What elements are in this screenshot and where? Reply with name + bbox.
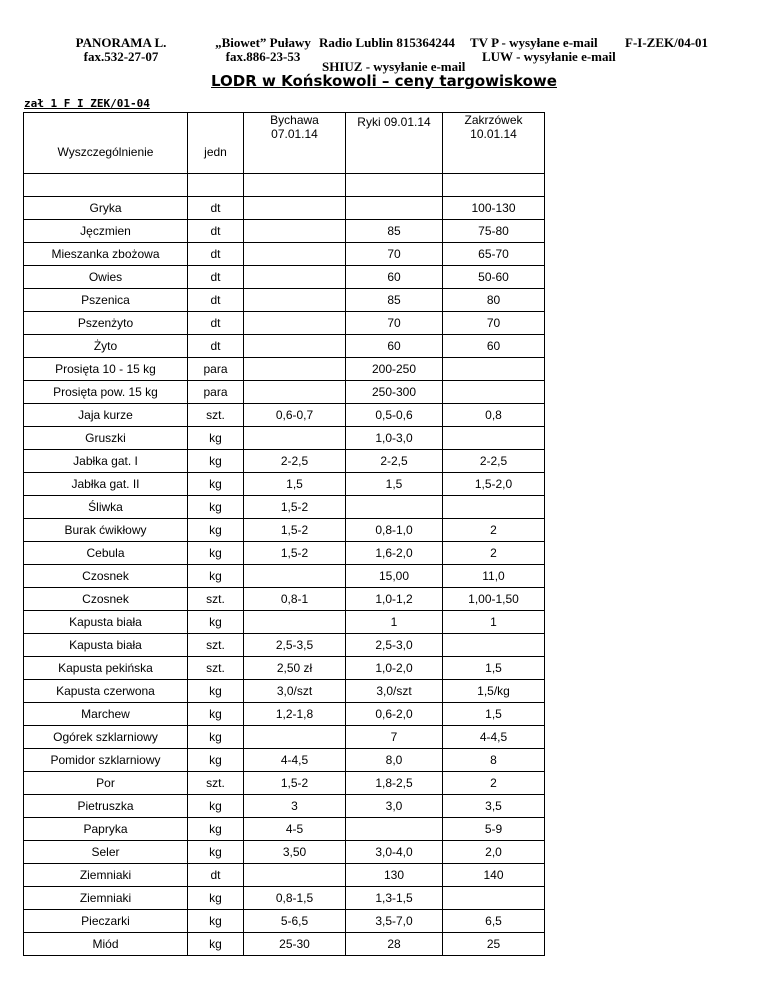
panorama-fax: fax.532-27-07 [83,49,159,64]
item-cell: Żyto [24,335,188,358]
table-row [24,220,545,243]
item-cell: Czosnek [24,588,188,611]
zakrzowek-cell: 70 [443,312,545,335]
ryki-cell: 200-250 [346,358,443,381]
bychawa-cell: 3,0/szt [244,680,346,703]
zakrzowek-cell [443,496,545,519]
bychawa-cell: 0,8-1,5 [244,887,346,910]
item-cell: Por [24,772,188,795]
ryki-cell: 7 [346,726,443,749]
item-cell: Mieszanka zbożowa [24,243,188,266]
zakrzowek-cell: 0,8 [443,404,545,427]
header-bychawa [244,113,346,174]
ryki-cell: 0,5-0,6 [346,404,443,427]
panorama-name: PANORAMA L. [75,35,167,50]
zakrzowek-cell: 1,00-1,50 [443,588,545,611]
header-gap-row [24,174,545,197]
ryki-cell [346,197,443,220]
table-row [24,542,545,565]
bychawa-cell: 1,2-1,8 [244,703,346,726]
item-cell: Jabłka gat. I [24,450,188,473]
bychawa-cell: 5-6,5 [244,910,346,933]
zakrzowek-cell [443,887,545,910]
unit-cell: kg [188,749,244,772]
ryki-cell [346,818,443,841]
bychawa-cell [244,335,346,358]
unit-cell: kg [188,841,244,864]
table-row [24,657,545,680]
ryki-cell: 85 [346,289,443,312]
zakrzowek-cell: 5-9 [443,818,545,841]
unit-cell: dt [188,220,244,243]
ryki-cell: 0,6-2,0 [346,703,443,726]
zakrzowek-cell: 4-4,5 [443,726,545,749]
ryki-cell: 85 [346,220,443,243]
gap-cell [244,174,346,197]
unit-cell: dt [188,335,244,358]
header-item: Wyszczególnienie [24,113,188,174]
unit-cell: kg [188,427,244,450]
item-cell: Ogórek szklarniowy [24,726,188,749]
item-cell: Pieczarki [24,910,188,933]
ryki-cell: 2-2,5 [346,450,443,473]
zakrzowek-cell [443,427,545,450]
zakrzowek-cell: 25 [443,933,545,956]
zakrzowek-cell: 80 [443,289,545,312]
bychawa-cell: 1,5-2 [244,542,346,565]
ryki-cell: 2,5-3,0 [346,634,443,657]
item-cell: Jęczmien [24,220,188,243]
item-cell: Gryka [24,197,188,220]
unit-cell: kg [188,473,244,496]
table-row [24,634,545,657]
gap-cell [346,174,443,197]
item-cell: Gruszki [24,427,188,450]
header-zakrzowek [443,113,545,174]
unit-cell: dt [188,289,244,312]
zakrzowek-cell: 2 [443,542,545,565]
table-row [24,289,545,312]
unit-cell: kg [188,519,244,542]
item-cell: Pszenica [24,289,188,312]
item-cell: Czosnek [24,565,188,588]
ryki-cell: 250-300 [346,381,443,404]
attachment-label: zał 1 F I ZEK/01-04 [24,97,150,110]
unit-cell: kg [188,703,244,726]
unit-cell: kg [188,726,244,749]
bychawa-cell: 4-4,5 [244,749,346,772]
bychawa-cell: 4-5 [244,818,346,841]
zakrzowek-cell: 2,0 [443,841,545,864]
ryki-cell [346,496,443,519]
ryki-cell: 28 [346,933,443,956]
bychawa-cell: 2,50 zł [244,657,346,680]
item-cell: Jabłka gat. II [24,473,188,496]
page-title [0,72,768,90]
unit-cell: kg [188,565,244,588]
unit-cell: para [188,381,244,404]
unit-cell: kg [188,542,244,565]
zakrzowek-cell: 1,5/kg [443,680,545,703]
bychawa-cell [244,289,346,312]
gap-cell [188,174,244,197]
item-cell: Owies [24,266,188,289]
header-panorama [74,36,168,64]
header-unit: jedn [188,113,244,174]
bychawa-cell: 3 [244,795,346,818]
unit-cell: szt. [188,634,244,657]
unit-cell: kg [188,818,244,841]
item-cell: Ziemniaki [24,887,188,910]
zakrzowek-cell: 8 [443,749,545,772]
item-cell: Miód [24,933,188,956]
ryki-cell: 1,0-1,2 [346,588,443,611]
table-row [24,841,545,864]
bychawa-cell [244,312,346,335]
table-row [24,864,545,887]
bychawa-cell [244,220,346,243]
bychawa-cell [244,243,346,266]
unit-cell: kg [188,910,244,933]
table-row [24,496,545,519]
ryki-cell: 1,8-2,5 [346,772,443,795]
header-zakrzowek-place: Zakrzówek [464,113,523,127]
bychawa-cell: 2,5-3,5 [244,634,346,657]
header-biowet [208,36,318,64]
unit-cell: szt. [188,588,244,611]
unit-cell: kg [188,450,244,473]
zakrzowek-cell: 2 [443,772,545,795]
item-cell: Prosięta pow. 15 kg [24,381,188,404]
unit-cell: dt [188,864,244,887]
item-cell: Kapusta pekińska [24,657,188,680]
ryki-cell: 3,5-7,0 [346,910,443,933]
bychawa-cell [244,381,346,404]
item-cell: Kapusta biała [24,634,188,657]
table-row [24,404,545,427]
table-row [24,933,545,956]
bychawa-cell [244,266,346,289]
zakrzowek-cell: 60 [443,335,545,358]
item-cell: Pomidor szklarniowy [24,749,188,772]
item-cell: Jaja kurze [24,404,188,427]
ryki-cell: 1,0-2,0 [346,657,443,680]
unit-cell: kg [188,887,244,910]
item-cell: Kapusta czerwona [24,680,188,703]
header-tvp: TV P - wysyłane e-mail [470,35,598,50]
header-luw: LUW - wysyłanie e-mail [482,49,616,64]
bychawa-cell: 2-2,5 [244,450,346,473]
unit-cell: szt. [188,657,244,680]
table-header-row [24,113,545,174]
header-zakrzowek-date: 10.01.14 [470,127,517,141]
ryki-cell: 1 [346,611,443,634]
zakrzowek-cell: 1 [443,611,545,634]
ryki-cell: 3,0/szt [346,680,443,703]
ryki-cell: 130 [346,864,443,887]
zakrzowek-cell: 50-60 [443,266,545,289]
bychawa-cell [244,726,346,749]
unit-cell: szt. [188,772,244,795]
zakrzowek-cell [443,358,545,381]
ryki-cell: 0,8-1,0 [346,519,443,542]
item-cell: Prosięta 10 - 15 kg [24,358,188,381]
item-cell: Marchew [24,703,188,726]
item-cell: Pietruszka [24,795,188,818]
table-row [24,197,545,220]
zakrzowek-cell: 1,5-2,0 [443,473,545,496]
table-row [24,312,545,335]
item-cell: Burak ćwikłowy [24,519,188,542]
unit-cell: kg [188,680,244,703]
zakrzowek-cell [443,634,545,657]
unit-cell: kg [188,611,244,634]
zakrzowek-cell: 75-80 [443,220,545,243]
table-row [24,611,545,634]
ryki-cell: 60 [346,266,443,289]
table-row [24,818,545,841]
ryki-cell: 15,00 [346,565,443,588]
header-shiuz: SHIUZ - wysyłanie e-mail [322,59,466,74]
header-ryki: Ryki 09.01.14 [346,113,443,174]
unit-cell: para [188,358,244,381]
ryki-cell: 70 [346,243,443,266]
table-row [24,680,545,703]
table-row [24,772,545,795]
unit-cell: dt [188,243,244,266]
unit-cell: kg [188,795,244,818]
bychawa-cell: 1,5-2 [244,496,346,519]
unit-cell: dt [188,266,244,289]
header-radio: Radio Lublin 815364244 [319,35,455,50]
item-cell: Kapusta biała [24,611,188,634]
zakrzowek-cell: 1,5 [443,657,545,680]
table-row [24,703,545,726]
table-row [24,795,545,818]
zakrzowek-cell: 2 [443,519,545,542]
table-row [24,519,545,542]
table-row [24,266,545,289]
bychawa-cell [244,864,346,887]
ryki-cell: 1,0-3,0 [346,427,443,450]
unit-cell: szt. [188,404,244,427]
table-row [24,335,545,358]
zakrzowek-cell: 6,5 [443,910,545,933]
bychawa-cell: 1,5 [244,473,346,496]
zakrzowek-cell: 2-2,5 [443,450,545,473]
ryki-cell: 70 [346,312,443,335]
zakrzowek-cell [443,381,545,404]
ryki-cell: 60 [346,335,443,358]
biowet-name: „Biowet” Puławy [215,35,311,50]
page-title-text: LODR w Końskowoli – ceny targowiskowe [211,72,557,90]
bychawa-cell [244,197,346,220]
bychawa-cell [244,427,346,450]
bychawa-cell: 0,8-1 [244,588,346,611]
ryki-cell: 1,5 [346,473,443,496]
ryki-cell: 1,3-1,5 [346,887,443,910]
zakrzowek-cell: 3,5 [443,795,545,818]
bychawa-cell [244,565,346,588]
gap-cell [443,174,545,197]
ryki-cell: 8,0 [346,749,443,772]
zakrzowek-cell: 65-70 [443,243,545,266]
table-row [24,243,545,266]
item-cell: Pszenżyto [24,312,188,335]
unit-cell: kg [188,933,244,956]
biowet-fax: fax.886-23-53 [225,49,301,64]
item-cell: Ziemniaki [24,864,188,887]
ryki-cell: 3,0 [346,795,443,818]
bychawa-cell [244,611,346,634]
gap-cell [24,174,188,197]
bychawa-cell: 0,6-0,7 [244,404,346,427]
unit-cell: kg [188,496,244,519]
table-row [24,887,545,910]
zakrzowek-cell: 11,0 [443,565,545,588]
item-cell: Papryka [24,818,188,841]
zakrzowek-cell: 140 [443,864,545,887]
table-row [24,910,545,933]
table-row [24,749,545,772]
item-cell: Seler [24,841,188,864]
table-row [24,358,545,381]
table-row [24,726,545,749]
zakrzowek-cell: 1,5 [443,703,545,726]
zakrzowek-cell: 100-130 [443,197,545,220]
ryki-cell: 1,6-2,0 [346,542,443,565]
bychawa-cell: 1,5-2 [244,772,346,795]
header-bychawa-place: Bychawa [270,113,319,127]
table-row [24,565,545,588]
item-cell: Cebula [24,542,188,565]
price-table [23,112,545,956]
unit-cell: dt [188,197,244,220]
table-row [24,450,545,473]
bychawa-cell [244,358,346,381]
table-row [24,588,545,611]
header-bychawa-date: 07.01.14 [271,127,318,141]
ryki-cell: 3,0-4,0 [346,841,443,864]
table-row [24,473,545,496]
bychawa-cell: 25-30 [244,933,346,956]
unit-cell: dt [188,312,244,335]
table-row [24,381,545,404]
table-row [24,427,545,450]
header-code: F-I-ZEK/04-01 [625,35,709,50]
bychawa-cell: 1,5-2 [244,519,346,542]
bychawa-cell: 3,50 [244,841,346,864]
item-cell: Śliwka [24,496,188,519]
